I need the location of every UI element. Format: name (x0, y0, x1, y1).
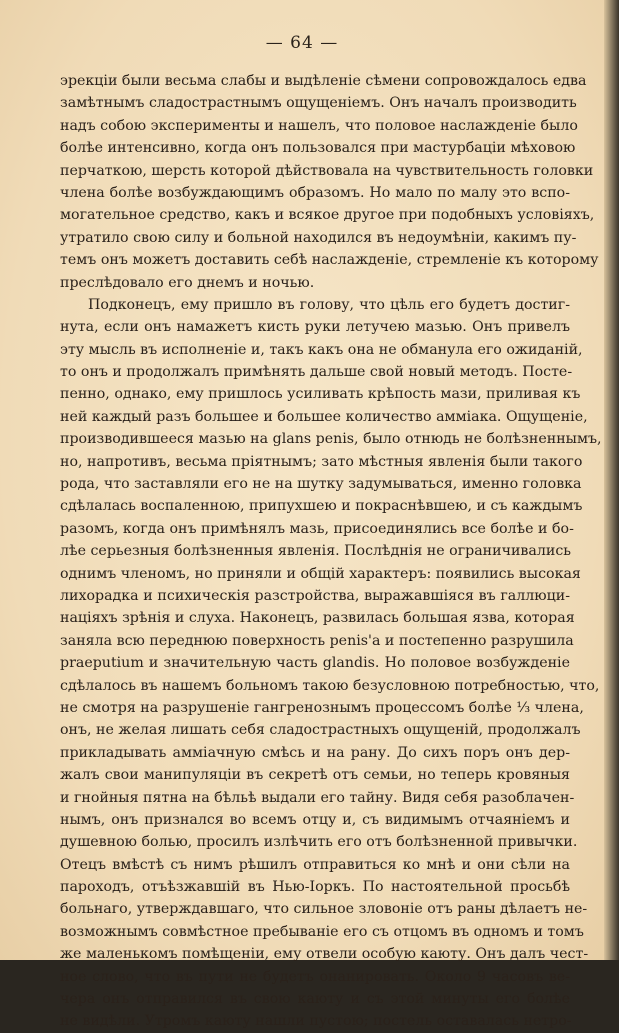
text-line: утратило свою силу и больной находился въ недоумѣніи, какимъ пу- (60, 229, 577, 246)
text-line: преслѣдовало его днемъ и ночью. (60, 274, 315, 291)
text-line: члена болѣе возбуждающимъ образомъ. Но мало по малу это вспо- (60, 184, 570, 201)
text-line: пароходъ, отъѣзжавшій въ Нью-Іоркъ. По настоятельной просьбѣ (60, 879, 570, 896)
text-line: болѣе интенсивно, когда онъ пользовался при мастурбаціи мѣховою (60, 140, 576, 157)
text-line: пенно, однако, ему пришлось усиливать крѣпость мази, приливая къ (60, 386, 581, 403)
text-line: лихорадка и психическія разстройства, выражавшіяся въ галлюци- (60, 587, 570, 604)
text-line: и гнойныя пятна на бѣльѣ выдали его тайну. Видя себя разоблачен- (60, 789, 575, 806)
text-line: чера онъ отправился въ свою каюту и съ этой минуты его болѣе (60, 991, 570, 1008)
text-line: нута, если онъ намажетъ кисть руки летучею мазью. Онъ привелъ (60, 319, 570, 336)
text-line: ное слово, что въ пути не будетъ онанировать. Около 9 часовъ ве- (60, 968, 570, 985)
text-line: жалъ свои манипуляціи въ секретѣ отъ семьи, но теперь кровяныя (60, 767, 570, 784)
text-line: не видѣли. Утромъ каюту нашли пустою; постель оставалась нетро- (60, 1013, 572, 1030)
text-line: могательное средство, какъ и всякое другое при подобныхъ условіяхъ, (60, 207, 595, 224)
text-line: замѣтнымъ сладострастнымъ ощущеніемъ. Онъ началъ производить (60, 95, 577, 112)
text-line: но, напротивъ, весьма пріятнымъ; зато мѣстныя явленія были такого (60, 453, 583, 470)
text-line: же маленькомъ помѣщеніи, ему отвели особую каюту. Онъ далъ чест- (60, 946, 589, 963)
text-line: Подконецъ, ему пришло въ голову, что цѣль его будетъ достиг- (88, 296, 570, 313)
text-line: заняла всю переднюю поверхность penis'a и постепенно разрушила (60, 632, 574, 649)
text-line: душевною болью, просилъ излѣчить его отъ болѣзненной привычки. (60, 834, 578, 851)
text-line: возможнымъ совмѣстное пребываніе его съ отцомъ въ одномъ и томъ (60, 923, 584, 940)
page-number: — 64 — (265, 33, 339, 53)
text-line: то онъ и продолжалъ примѣнять дальше свой новый методъ. Посте- (60, 364, 573, 381)
text-line: больнаго, утверждавшаго, что сильное зловоніе отъ раны дѣлаетъ не- (60, 901, 588, 918)
body-text (60, 70, 602, 1033)
text-line: Отецъ вмѣстѣ съ нимъ рѣшилъ отправиться ко мнѣ и они сѣли на (60, 856, 570, 873)
text-line: praeputium и значительную часть glandis. Но половое возбужденіе (60, 655, 570, 672)
text-line: перчаткою, шерсть которой дѣйствовала на чувствительность головки (60, 162, 594, 179)
page-edge (604, 0, 619, 960)
text-line: не смотря на разрушеніе гангренознымъ процессомъ болѣе ⅓ члена, (60, 699, 584, 716)
text-line: разомъ, когда онъ примѣнялъ мазь, присоединялись все болѣе и бо- (60, 520, 574, 537)
text-line: эрекціи были весьма слабы и выдѣленіе сѣмени сопровождалось едва (60, 73, 587, 89)
text-line: темъ онъ можетъ доставить себѣ наслажденіе, стремленіе къ которому (60, 252, 599, 269)
text-line: эту мысль въ исполненіе и, такъ какъ она не обманула его ожиданій, (60, 341, 583, 358)
text-line: нымъ, онъ признался во всемъ отцу и, съ видимымъ отчаяніемъ и (60, 811, 570, 828)
text-line: прикладывать амміачную смѣсь и на рану. До сихъ поръ онъ дер- (60, 744, 570, 761)
text-line: ней каждый разъ большее и большее количество амміака. Ощущеніе, (60, 408, 588, 425)
text-line: однимъ членомъ, но приняли и общій характеръ: появились высокая (60, 565, 581, 582)
text-line: націяхъ зрѣнія и слуха. Наконецъ, развилась большая язва, которая (60, 610, 575, 627)
text-line: надъ собою эксперименты и нашелъ, что половое наслажденіе было (60, 117, 578, 134)
text-line: сдѣлалась воспаленною, припухшею и покраснѣвшею, и съ каждымъ (60, 498, 583, 515)
text-line: производившееся мазью на glans penis, было отнюдь не болѣзненнымъ, (60, 431, 602, 448)
text-line: сдѣлалось въ нашемъ больномъ такою безусловною потребностью, что, (60, 677, 600, 694)
text-line: лѣе серьезныя болѣзненныя явленія. Послѣднія не ограничивались (60, 543, 572, 560)
text-line: онъ, не желая лишать себя сладострастныхъ ощущеній, продолжалъ (60, 722, 581, 739)
text-line: рода, что заставляли его не на шутку задумываться, именно головка (60, 476, 582, 493)
